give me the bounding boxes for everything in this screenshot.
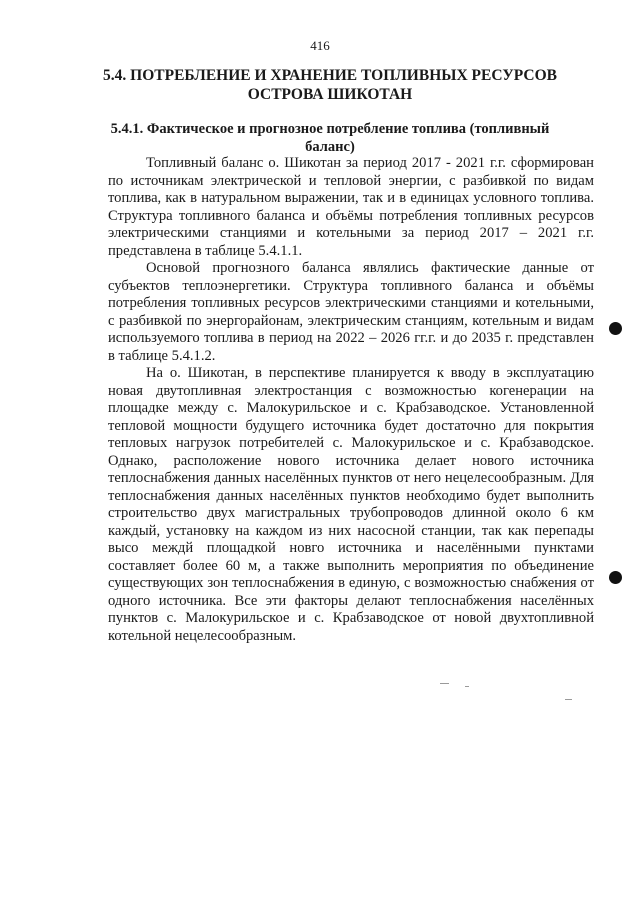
paragraph-forecast-basis: Основой прогнозного баланса являлись фактические данные от субъектов теплоэнергетики. Структура топливного баланса и объёмы потребления топливных ресурсов электрическими станциями и котельными, с разбивкой по энергорайонам, электрическим станциям, котельным и видам используемого топлива в период на 2022 – 2026 гг.г. и до 2035 г. представлен в таблице 5.4.1.2.: [108, 260, 594, 364]
scan-artifact: [565, 699, 572, 700]
section-title: [100, 66, 560, 104]
scan-artifact: [465, 686, 469, 687]
paragraph-fuel-balance: Топливный баланс о. Шикотан за период 2017 - 2021 г.г. сформирован по источникам электрической и тепловой энергии, с разбивкой по видам топлива, как в натуральном выражении, так и в единицах условного топлива. Структура топливного баланса и объёмы потребления топливных ресурсов электрическими станциями и котельными за период 2017 – 2021 г.г. представлена в таблице 5.4.1.1.: [108, 155, 594, 259]
paragraph-new-power-plant: На о. Шикотан, в перспективе планируется к вводу в эксплуатацию новая двутопливная электростанция с возможностью когенерации на площадке между с. Малокурильское и с. Крабзаводское. Установленной тепловой мощности будущего источника будет достаточно для покрытия тепловых нагрузок потребителей с. Малокурильское и с. Крабзаводское. Однако, расположение нового источника делает нового источника теплоснабжения данных населённых пунктов от него нецелесообразным. Для теплоснабжения данных населённых пунктов необходимо будет выполнить строительство двух магистральных трубопроводов длинной около 6 км каждый, установку на каждом из них насосной станции, так как перепады высо междй площадкой новго источника и населёнными пунктами составляет более 60 м, а также выполнить мероприятия по объединение существующих зон теплоснабжения в единую, с возможностью снабжения от одного источника. Все эти факторы делают теплоснабжения населённых пунктов с. Малокурильское и с. Крабзаводское от новой двухтопливной котельной нецелесообразным.: [108, 365, 594, 644]
body-text: [108, 155, 594, 645]
hole-punch-mark: [609, 322, 622, 335]
hole-punch-mark: [609, 571, 622, 584]
section-title-line-2: ОСТРОВА ШИКОТАН: [247, 86, 413, 103]
page-number: 416: [310, 38, 330, 53]
subsection-title: 5.4.1. Фактическое и прогнозное потребление топлива (топливный баланс): [110, 121, 550, 155]
scan-artifact: [440, 683, 449, 684]
section-title-line-1: 5.4. ПОТРЕБЛЕНИЕ И ХРАНЕНИЕ ТОПЛИВНЫХ РЕСУРСОВ: [103, 67, 557, 84]
